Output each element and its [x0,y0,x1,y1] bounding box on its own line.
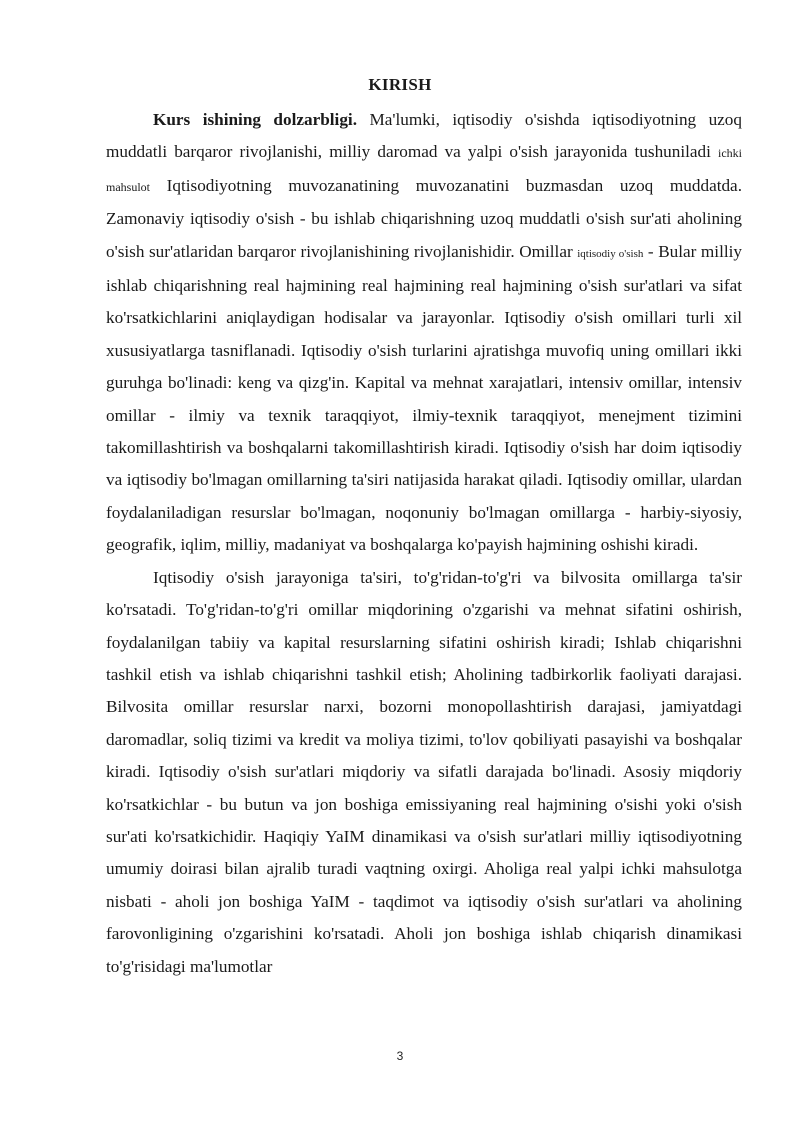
paragraph-1-text-a: Ma'lumki, iqtisodiy o'sishda iqtisodiyotning uzoq muddatli barqaror rivojlanishi, milliy daromad va yalpi o'sish jarayonida tushuniladi [106,110,742,162]
section-heading: KIRISH [368,75,432,94]
inline-small-text-1: ichki mahsulot [106,146,742,194]
page-number: 3 [396,1049,404,1063]
inline-small-text-2: iqtisodiy o'sish [577,247,644,260]
paragraph-1-text-b: Iqtisodiyotning muvozanatining muvozanatini buzmasdan uzoq muddatda. Zamonaviy iqtisodiy o'sish - bu ishlab chiqarishning uzoq muddatli o'sish sur'ati aholining o'sish sur'atlaridan barqaror rivojlanishining rivojlanishidir. Omillar [106,175,742,261]
body-text [106,104,742,983]
paragraph-1 [106,104,742,562]
paragraph-2: Iqtisodiy o'sish jarayoniga ta'siri, to'g'ridan-to'g'ri va bilvosita omillarga ta'sir ko'rsatadi. To'g'ridan-to'g'ri omillar miqdorining o'zgarishi va mehnat sifatini oshirish, foydalanilgan tabiiy va kapital resurslarning sifatini oshirish kiradi; Ishlab chiqarishni tashkil etish va ishlab chiqarishni tashkil etish; Aholining tadbirkorlik faoliyati darajasi. Bilvosita omillar resurslar narxi, bozorni monopollashtirish darajasi, jamiyatdagi daromadlar, soliq tizimi va kredit va moliya tizimi, to'lov qobiliyati pasayishi va boshqalar kiradi. Iqtisodiy o'sish sur'atlari miqdoriy va sifatli darajada bo'linadi. Asosiy miqdoriy ko'rsatkichlar - bu butun va jon boshiga emissiyaning real hajmining o'sishi yoki o'sish sur'ati ko'rsatkichidir. Haqiqiy YaIM dinamikasi va o'sish sur'atlari milliy iqtisodiyotning umumiy doirasi bilan ajralib turadi vaqtning oxirgi. Aholiga real yalpi ichki mahsulotga nisbati - aholi jon boshiga YaIM - taqdimot va iqtisodiy o'sish sur'atlari va aholining farovonligining o'zgarishini ko'rsatadi. Aholi jon boshiga ishlab chiqarish dinamikasi to'g'risidagi ma'lumotlar [106,567,742,976]
paragraph-1-text-c: - Bular milliy ishlab chiqarishning real hajmining real hajmining real hajmining o'sish sur'atlari va sifat ko'rsatkichlarini aniqlaydigan hodisalar va jarayonlar. Iqtisodiy o'sish omillari turli xil xususiyatlarga tasniflanadi. Iqtisodiy o'sish turlarini ajratishga muvofiq uning omillari ikki guruhga bo'linadi: keng va qizg'in. Kapital va mehnat xarajatlari, intensiv omillar, intensiv omillar - ilmiy va texnik taraqqiyot, ilmiy-texnik taraqqiyot, menejment tizimini takomillashtirish va boshqalarni takomillashtirish kiradi. Iqtisodiy o'sish har doim iqtisodiy va iqtisodiy bo'lmagan omillarning ta'siri natijasida harakat qiladi. Iqtisodiy omillar, ulardan foydalaniladigan resurslar bo'lmagan, noqonuniy bo'lmagan omillarga - harbiy-siyosiy, geografik, iqlim, milliy, madaniyat va boshqalarga ko'payish hajmining oshishi kiradi. [106,241,742,555]
paragraph-lead: Kurs ishining dolzarbligi. [153,110,357,129]
